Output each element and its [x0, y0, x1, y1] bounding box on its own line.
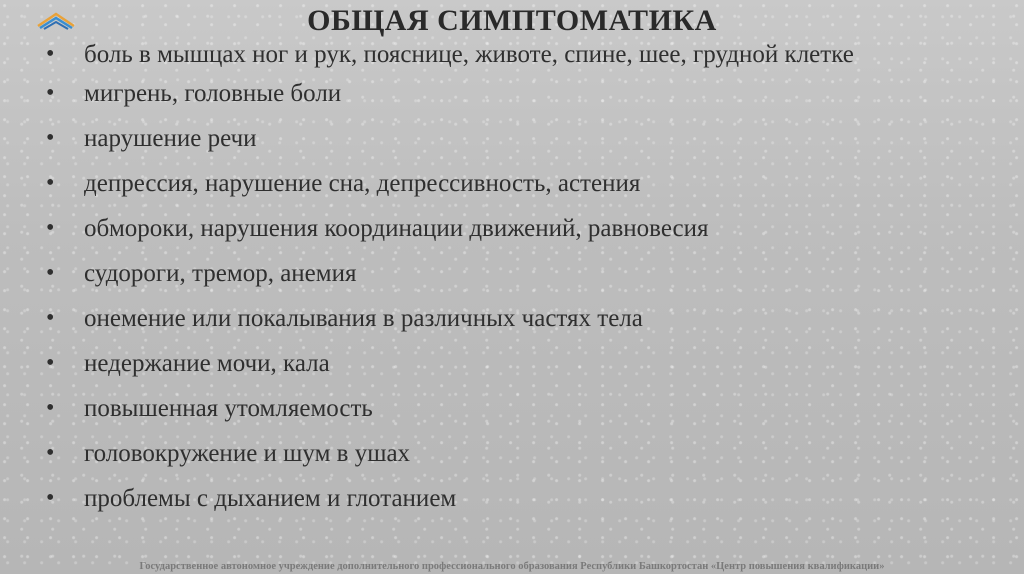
list-item-text: повышенная утомляемость: [84, 395, 373, 422]
bullet-icon: •: [46, 80, 55, 106]
list-item-text: проблемы с дыханием и глотанием: [84, 485, 457, 512]
list-item-text: онемение или покалывания в различных частях тела: [84, 305, 643, 332]
list-item: [44, 38, 944, 71]
bullet-icon: •: [46, 485, 55, 511]
list-item: [44, 392, 944, 425]
bullet-icon: •: [46, 305, 55, 331]
list-item-text: боль в мышцах ног и рук, пояснице, животе, спине, шее, грудной клетке: [84, 41, 854, 68]
bullet-icon: •: [46, 125, 55, 151]
list-item: [44, 77, 944, 110]
bullet-icon: •: [46, 260, 55, 286]
list-item-text: нарушение речи: [84, 125, 257, 152]
list-item-text: мигрень, головные боли: [84, 80, 342, 107]
institution-footer: Государственное автономное учреждение дополнительного профессионального образования Республики Башкортостан «Центр повышения квалификации»: [139, 561, 885, 572]
list-item: [44, 257, 944, 290]
list-item: [44, 482, 944, 515]
bullet-icon: •: [46, 41, 55, 67]
list-item: [44, 302, 944, 335]
list-item-text: недержание мочи, кала: [84, 350, 330, 377]
list-item: [44, 347, 944, 380]
list-item-text: судороги, тремор, анемия: [84, 260, 357, 287]
list-item-text: депрессия, нарушение сна, депрессивность, астения: [84, 170, 641, 197]
bullet-icon: •: [46, 170, 55, 196]
list-item-text: обмороки, нарушения координации движений, равновесия: [84, 215, 709, 242]
list-item: [44, 167, 944, 200]
slide-title: ОБЩАЯ СИМПТОМАТИКА: [307, 4, 717, 37]
bullet-icon: •: [46, 350, 55, 376]
list-item: [44, 122, 944, 155]
bullet-icon: •: [46, 440, 55, 466]
bullet-icon: •: [46, 215, 55, 241]
list-item-text: головокружение и шум в ушах: [84, 440, 411, 467]
list-item: [44, 437, 944, 470]
list-item: [44, 212, 944, 245]
symptom-list: [44, 38, 944, 527]
bullet-icon: •: [46, 395, 55, 421]
